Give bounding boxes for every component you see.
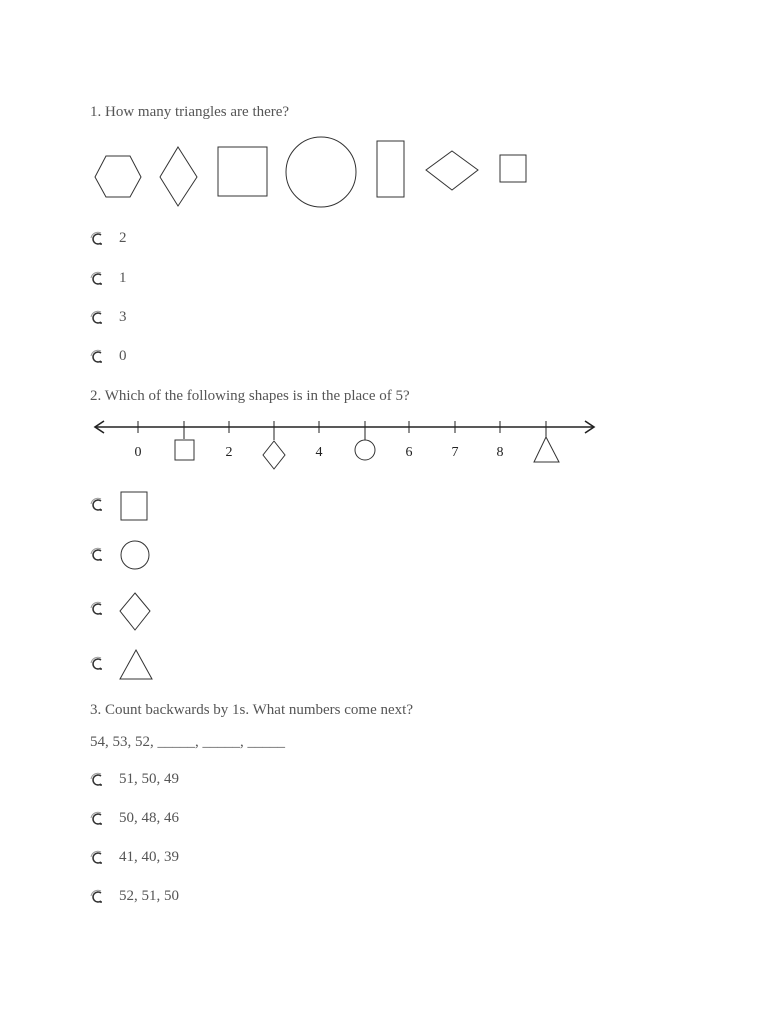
option-label: 41, 40, 39 [119, 849, 179, 865]
diamond-icon [263, 441, 285, 469]
option-label: 3 [119, 309, 127, 325]
number-sequence: 54, 53, 52, _____, _____, _____ [90, 734, 285, 750]
tick-label: 6 [405, 445, 413, 460]
option-label: 50, 48, 46 [119, 810, 179, 826]
triangle-icon [534, 437, 559, 462]
tick-label: 8 [496, 445, 504, 460]
tick-label: 4 [315, 445, 323, 460]
option-label: 52, 51, 50 [119, 888, 179, 904]
radio-button-icon[interactable] [90, 890, 104, 904]
circle-icon [355, 440, 375, 460]
radio-button-icon[interactable] [90, 851, 104, 865]
option-label: 0 [119, 348, 127, 364]
triangle-icon [119, 649, 155, 681]
question-3-text: 3. Count backwards by 1s. What numbers come next? [90, 702, 413, 718]
radio-button-icon[interactable] [90, 812, 104, 826]
square-icon [120, 491, 150, 521]
circle-icon [120, 540, 152, 572]
radio-button-icon[interactable] [90, 548, 104, 562]
radio-button-icon[interactable] [90, 602, 104, 616]
option-label: 51, 50, 49 [119, 771, 179, 787]
radio-button-icon[interactable] [90, 657, 104, 671]
tick-label: 2 [225, 445, 233, 460]
question-2-text: 2. Which of the following shapes is in the place of 5? [90, 388, 410, 404]
square-icon [175, 440, 194, 460]
option-label: 1 [119, 270, 127, 286]
option-label: 2 [119, 230, 127, 246]
question-1-text: 1. How many triangles are there? [90, 104, 290, 120]
diamond-icon [119, 592, 153, 632]
tick-label: 7 [451, 445, 459, 460]
radio-button-icon[interactable] [90, 773, 104, 787]
tick-label: 0 [134, 445, 142, 460]
radio-button-icon[interactable] [90, 498, 104, 512]
number-line [0, 0, 768, 480]
